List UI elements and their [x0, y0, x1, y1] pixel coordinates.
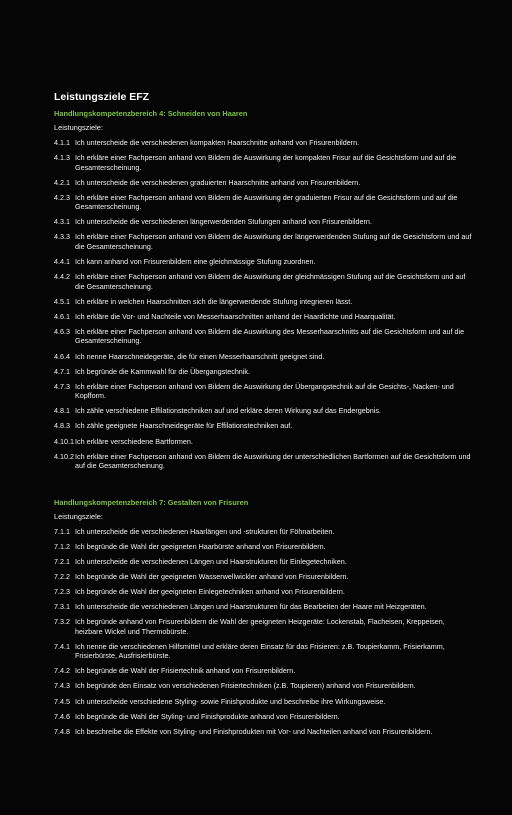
goal-text: Ich begründe die Wahl der geeigneten Einlegetechniken anhand von Frisurenbildern.	[75, 586, 345, 596]
goal-item	[54, 681, 474, 691]
goal-item	[54, 572, 474, 582]
goal-item	[54, 712, 474, 722]
section-heading: Handlungskompetenzbereich 4: Schneiden von Haaren	[54, 109, 248, 118]
goal-item	[54, 232, 474, 251]
goal-number: 7.4.2	[54, 666, 70, 676]
goal-item	[54, 312, 474, 322]
goal-text: Ich beschreibe die Effekte von Styling- und Finishprodukten mit Vor- und Nachteilen anhand von Frisurenbildern.	[75, 726, 433, 736]
goal-text: Ich begründe den Einsatz von verschiedenen Frisiertechniken (z.B. Toupieren) anhand von Frisurenbildern.	[75, 681, 416, 691]
goal-number: 7.2.3	[54, 586, 70, 596]
goal-item	[54, 587, 474, 597]
goal-text: Ich unterscheide die verschiedenen graduierten Haarschnitte anhand von Frisurenbildern.	[75, 177, 361, 187]
goal-item	[54, 272, 474, 291]
goal-number: 4.7.3	[54, 381, 70, 391]
goal-text: Ich zähle geeignete Haarschneidegeräte für Effilationstechniken auf.	[75, 421, 293, 431]
goal-item	[54, 217, 474, 227]
goal-text: Ich erkläre verschiedene Bartformen.	[75, 436, 193, 446]
goal-number: 4.5.1	[54, 296, 70, 306]
goal-item	[54, 327, 474, 346]
goal-number: 7.1.2	[54, 541, 70, 551]
goal-number: 4.7.1	[54, 366, 70, 376]
goal-text: Ich unterscheide die verschiedenen längerwerdenden Stufungen anhand von Frisurenbildern.	[75, 217, 372, 227]
goal-item	[54, 666, 474, 676]
goal-text: Ich erkläre in welchen Haarschnitten sich die längerwerdende Stufung integrieren lässt.	[75, 296, 353, 306]
goal-number: 4.8.3	[54, 421, 70, 431]
goal-number: 4.2.1	[54, 177, 70, 187]
goal-item	[54, 153, 474, 172]
goal-item	[54, 297, 474, 307]
goal-number: 4.3.3	[54, 232, 70, 242]
goal-number: 7.1.1	[54, 526, 70, 536]
goal-item	[54, 527, 474, 537]
goal-text: Ich erkläre einer Fachperson anhand von Bildern die Auswirkung der graduierten Frisur auf die Gesichtsform und auf die Gesamterscheinung.	[75, 192, 458, 212]
document-page	[54, 91, 474, 742]
goal-item	[54, 542, 474, 552]
goal-number: 4.6.1	[54, 311, 70, 321]
goal-text: Ich erkläre einer Fachperson anhand von Bildern die Auswirkung der unterschiedlichen Bartformen auf die Gesichtsform und auf die Gesamterscheinung.	[75, 451, 471, 471]
goal-text: Ich begründe die Kammwahl für die Übergangstechnik.	[75, 366, 250, 376]
goal-text: Ich nenne die verschiedenen Hilfsmittel und erkläre deren Einsatz für das Frisieren: z.B. Toupierkamm, Frisierkamm, Frisierbürste, Ausfrisierbürste.	[75, 641, 445, 661]
goal-number: 4.10.1	[54, 436, 74, 446]
goal-number: 4.4.2	[54, 272, 70, 282]
goal-item	[54, 452, 474, 471]
goal-number: 4.3.1	[54, 217, 70, 227]
goal-number: 7.4.6	[54, 711, 70, 721]
goal-item	[54, 602, 474, 612]
goal-item	[54, 178, 474, 188]
goal-number: 7.2.2	[54, 571, 70, 581]
goal-number: 4.1.3	[54, 153, 70, 163]
goal-item	[54, 138, 474, 148]
goal-number: 7.2.1	[54, 556, 70, 566]
goal-text: Ich erkläre einer Fachperson anhand von Bildern die Auswirkung der kompakten Frisur auf die Gesichtsform und auf die Gesamterscheinung.	[75, 153, 457, 172]
goal-number: 4.6.3	[54, 326, 70, 336]
section-subheading: Leistungsziele:	[54, 511, 103, 521]
page-title: Leistungsziele EFZ	[54, 91, 150, 103]
goal-number: 7.3.2	[54, 617, 70, 627]
goal-number: 4.1.1	[54, 138, 70, 147]
goal-item	[54, 382, 474, 401]
section-heading: Handlungskompetenzbereich 7: Gestalten von Frisuren	[54, 497, 249, 507]
goal-number: 4.6.4	[54, 351, 70, 361]
goal-text: Ich begründe anhand von Frisurenbildern die Wahl der geeigneten Heizgeräte: Lockenstab, Flacheisen, Kreppeisen, heizbare Wickel und Thermobürste.	[75, 617, 445, 636]
goal-item	[54, 257, 474, 267]
goal-item	[54, 697, 474, 707]
goal-text: Ich erkläre einer Fachperson anhand von Bildern die Auswirkung des Messerhaarschnitts auf die Gesichtsform und auf die Gesamterscheinung.	[75, 326, 465, 346]
goal-text: Ich kann anhand von Frisurenbildern eine gleichmässige Stufung zuordnen.	[75, 257, 316, 267]
goal-text: Ich begründe die Wahl der geeigneten Wasserwellwickler anhand von Frisurenbildern.	[75, 571, 349, 581]
goal-text: Ich erkläre einer Fachperson anhand von Bildern die Auswirkung der längerwerdenden Stufung auf die Gesichtsform und auf die Gesamterscheinung.	[75, 232, 472, 251]
goal-text: Ich begründe die Wahl der Styling- und Finishprodukte anhand von Frisurenbildern.	[75, 711, 340, 721]
goal-text: Ich unterscheide die verschiedenen Längen und Haarstrukturen für Einlegetechniken.	[75, 556, 347, 566]
goal-item	[54, 642, 474, 661]
goal-text: Ich unterscheide die verschiedenen kompakten Haarschnitte anhand von Frisurenbildern.	[75, 138, 360, 147]
goal-text: Ich unterscheide verschiedene Styling- sowie Finishprodukte und beschreibe ihre Wirkungsweise.	[75, 696, 386, 706]
goal-item	[54, 406, 474, 416]
section-subheading: Leistungsziele:	[54, 123, 103, 132]
goal-item	[54, 421, 474, 431]
goal-list	[54, 138, 474, 471]
goal-item	[54, 557, 474, 567]
goal-item	[54, 367, 474, 377]
goal-list	[54, 527, 474, 737]
goal-item	[54, 437, 474, 447]
goal-item	[54, 727, 474, 737]
goal-text: Ich nenne Haarschneidegeräte, die für einen Messerhaarschnitt geeignet sind.	[75, 351, 325, 361]
goal-number: 7.4.3	[54, 681, 70, 691]
goal-number: 7.4.5	[54, 696, 70, 706]
goal-number: 4.10.2	[54, 451, 74, 461]
goal-number: 4.8.1	[54, 406, 70, 416]
goal-number: 7.4.1	[54, 641, 70, 651]
goal-item	[54, 193, 474, 212]
goal-text: Ich begründe die Wahl der geeigneten Haarbürste anhand von Frisurenbildern.	[75, 541, 326, 551]
goal-text: Ich begründe die Wahl der Frisiertechnik anhand von Frisurenbildern.	[75, 666, 296, 676]
goal-text: Ich zähle verschiedene Effilationstechniken auf und erkläre deren Wirkung auf das Endergebnis.	[75, 406, 381, 416]
section-gestalten	[54, 498, 474, 737]
goal-text: Ich unterscheide die verschiedenen Längen und Haarstrukturen für das Bearbeiten der Haare mit Heizgeräten.	[75, 602, 427, 612]
goal-number: 7.3.1	[54, 602, 70, 612]
goal-text: Ich unterscheide die verschiedenen Haarlängen und -strukturen für Föhnarbeiten.	[75, 526, 335, 536]
goal-number: 4.2.3	[54, 192, 70, 202]
goal-number: 4.4.1	[54, 257, 70, 267]
goal-text: Ich erkläre die Vor- und Nachteile von Messerhaarschnitten anhand der Haardichte und Haarqualität.	[75, 311, 396, 321]
goal-item	[54, 352, 474, 362]
section-schneiden	[54, 109, 474, 471]
goal-item	[54, 617, 474, 636]
goal-text: Ich erkläre einer Fachperson anhand von Bildern die Auswirkung der Übergangstechnik auf die Gesichts-, Nacken- und Kopfform.	[75, 381, 454, 401]
goal-number: 7.4.8	[54, 726, 70, 736]
goal-text: Ich erkläre einer Fachperson anhand von Bildern die Auswirkung der gleichmässigen Stufung auf die Gesichtsform und auf die Gesamterscheinung.	[75, 272, 466, 291]
